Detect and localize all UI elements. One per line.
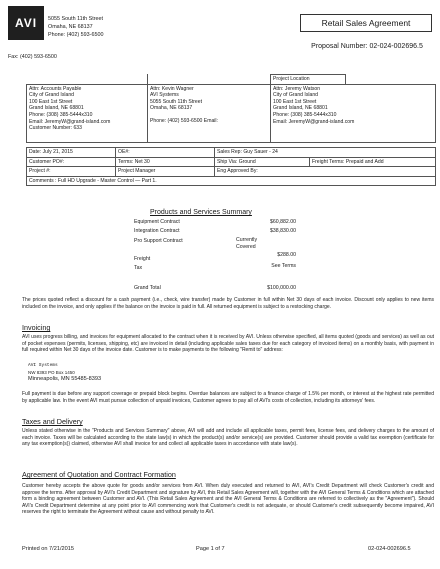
bill-to-line: Customer Number: 633: [29, 125, 82, 132]
payment-paragraph: Full payment is due before any support coverage or prepaid block begins. Overdue balances are subject to a finance charge of 1.5% per month, or interest at the highest rate permitted by applicable law. In the event AVI must pursue collection of unpaid invoices, Customer agrees to pay all of AVI's costs of collection, including its attorneys' fees.: [22, 391, 434, 404]
date-field: Date: July 21, 2015: [27, 148, 116, 158]
terms-field: Terms: Net 30: [116, 157, 215, 167]
company-address: [48, 15, 103, 39]
proposal-number: Proposal Number: 02-024-002696.5: [311, 43, 423, 50]
comments-field: Comments : Full HD Upgrade - Master Control — Part 1.: [27, 176, 436, 186]
project-number-field: Project #:: [27, 167, 116, 177]
summary-label: Freight: [134, 256, 151, 262]
avi-contact-block: [148, 84, 271, 142]
summary-label: Pro Support Contract: [134, 238, 183, 244]
bill-to-line: Grand Island, NE 68801: [29, 105, 84, 112]
summary-value: $288.00: [277, 252, 296, 258]
printed-date: Printed on 7/21/2015: [22, 546, 74, 552]
bill-to-line: Attn: Accounts Payable: [29, 85, 82, 92]
page-indicator: [196, 546, 225, 552]
summary-value: $38,830.00: [270, 228, 296, 234]
document-title: Retail Sales Agreement: [300, 14, 432, 32]
header-info-table: [26, 74, 436, 143]
avi-contact-line: Omaha, NE 68137: [150, 105, 193, 112]
company-fax: Fax: (402) 593-6500: [8, 54, 57, 60]
page-label: Page: [196, 546, 210, 552]
discount-paragraph: The prices quoted reflect a discount for a cash payment (i.e., check, wire transfer) made by Customer in full within Net 30 days of each invoice. Discount only applies to new items included on the invoice, and only applies if the balance on the invoice is paid in full. All returned equipment is subject to a restocking charge.: [22, 297, 434, 310]
bill-to-line: 100 East 1st Street: [29, 98, 73, 105]
logo-text: AVI: [14, 16, 38, 30]
summary-value: $100,000.00: [267, 285, 296, 291]
summary-label: Integration Contract: [134, 228, 180, 234]
remit-address: [28, 363, 101, 383]
project-location-label: Project Location: [271, 75, 346, 85]
agreement-heading: Agreement of Quotation and Contract Formation: [22, 470, 176, 479]
order-details-table: [26, 147, 436, 186]
oe-field: OE#:: [116, 148, 215, 158]
bill-to-line: Email: JeremyW@grand-island.com: [29, 118, 111, 125]
summary-value: $60,882.00: [270, 219, 296, 225]
ship-to-line: Grand Island, NE 68801: [273, 105, 328, 112]
project-manager-field: Project Manager: [116, 167, 215, 177]
company-logo: [8, 6, 44, 40]
taxes-heading: Taxes and Delivery: [22, 417, 83, 426]
bill-to-line: Phone: (308) 385-5444x310: [29, 111, 93, 118]
bill-to-block: [27, 84, 148, 142]
ship-to-line: 100 East 1st Street: [273, 98, 317, 105]
address-line: Phone: (402) 593-6500: [48, 32, 104, 38]
summary-value: Currently Covered: [236, 237, 258, 250]
address-line: 5055 South 11th Street: [48, 16, 104, 22]
ship-to-block: [271, 84, 436, 142]
footer-doc-number: 02-024-002696.5: [368, 546, 411, 552]
invoicing-heading: Invoicing: [22, 323, 51, 332]
ship-via-field: Ship Via: Ground: [215, 157, 310, 167]
bill-to-line: City of Grand Island: [29, 92, 75, 99]
remit-line: NW 8393 PO Box 1450: [28, 369, 75, 375]
ship-to-line: City of Grand Island: [273, 92, 319, 99]
avi-contact-line: Phone: (402) 593-6500 Email:: [150, 117, 218, 124]
ship-to-line: Phone: (308) 385-5444x310: [273, 111, 337, 118]
eng-approved-field: Eng Approved By:: [215, 167, 436, 177]
summary-label: Grand Total: [134, 285, 161, 291]
summary-value: See Terms: [271, 263, 296, 269]
invoicing-paragraph: AVI uses progress billing, and invoices for equipment allocated to the contract when it is received by AVI. Unless otherwise specified, all items quoted (goods and services) as well as out of pocket expenses (permits, licenses, shipping, etc) are invoiced in detail (including applicable sales taxes due for each category of invoiced items) on a monthly basis, with payment in full required within Net 30 days of the invoice date. Customer is to make payments to the following "Remit to" address:: [22, 334, 434, 353]
freight-terms-field: Freight Terms: Prepaid and Add: [310, 157, 436, 167]
page-count: 1 of 7: [210, 546, 225, 552]
ship-to-line: Attn: Jeremy Watson: [273, 85, 321, 92]
avi-contact-line: AVI Systems: [150, 92, 179, 99]
summary-label: Tax: [134, 265, 143, 271]
remit-line: Minneapolis, MN 55485-8393: [28, 376, 102, 382]
address-line: Omaha, NE 68137: [48, 24, 93, 30]
customer-po-field: Customer PO#:: [27, 157, 116, 167]
avi-contact-line: Attn: Kevin Wagner: [150, 85, 194, 92]
remit-line: AVI Systems: [28, 363, 58, 368]
agreement-paragraph: Customer hereby accepts the above quote for goods and/or services from AVI. When duly executed and returned to AVI, AVI's Credit Department will check Customer's credit and approve the terms. After approval by AVI's Credit Department and signature by AVI, this Retail Sales Agreement will, together with the AVI General Terms & Conditions which are attached form a binding agreement between Customer and AVI. (This Retail Sales Agreement and the AVI General Terms & Conditions are referred to collectively as the "Agreement"). Should AVI's Credit Department determine at any point prior to AVI commencing work that Customer's credit is not adequate, or should Customer's credit subsequently become impaired, AVI reserves the right to terminate the Agreement without cause and without penalty to AVI.: [22, 483, 434, 515]
summary-title: Products and Services Summary: [150, 209, 252, 216]
ship-to-line: Email: JeremyW@grand-island.com: [273, 118, 355, 125]
taxes-paragraph: Unless stated otherwise in the "Products and Services Summary" above, AVI will add and include all applicable taxes, permit fees, license fees, and delivery charges to the amount of each invoice. Taxes will be calculated according to the state law(s) in which the product(s) and/or service(s) are provided. Customer should provide a valid tax exemption (certificate for any tax exemption(s)) claimed, otherwise AVI shall invoice for and collect all applicable taxes in accordance with state law(s).: [22, 428, 434, 447]
sales-rep-field: Sales Rep: Guy Sauer - 24: [215, 148, 436, 158]
avi-contact-line: 5055 South 11th Street: [150, 98, 203, 105]
summary-label: Equipment Contract: [134, 219, 180, 225]
